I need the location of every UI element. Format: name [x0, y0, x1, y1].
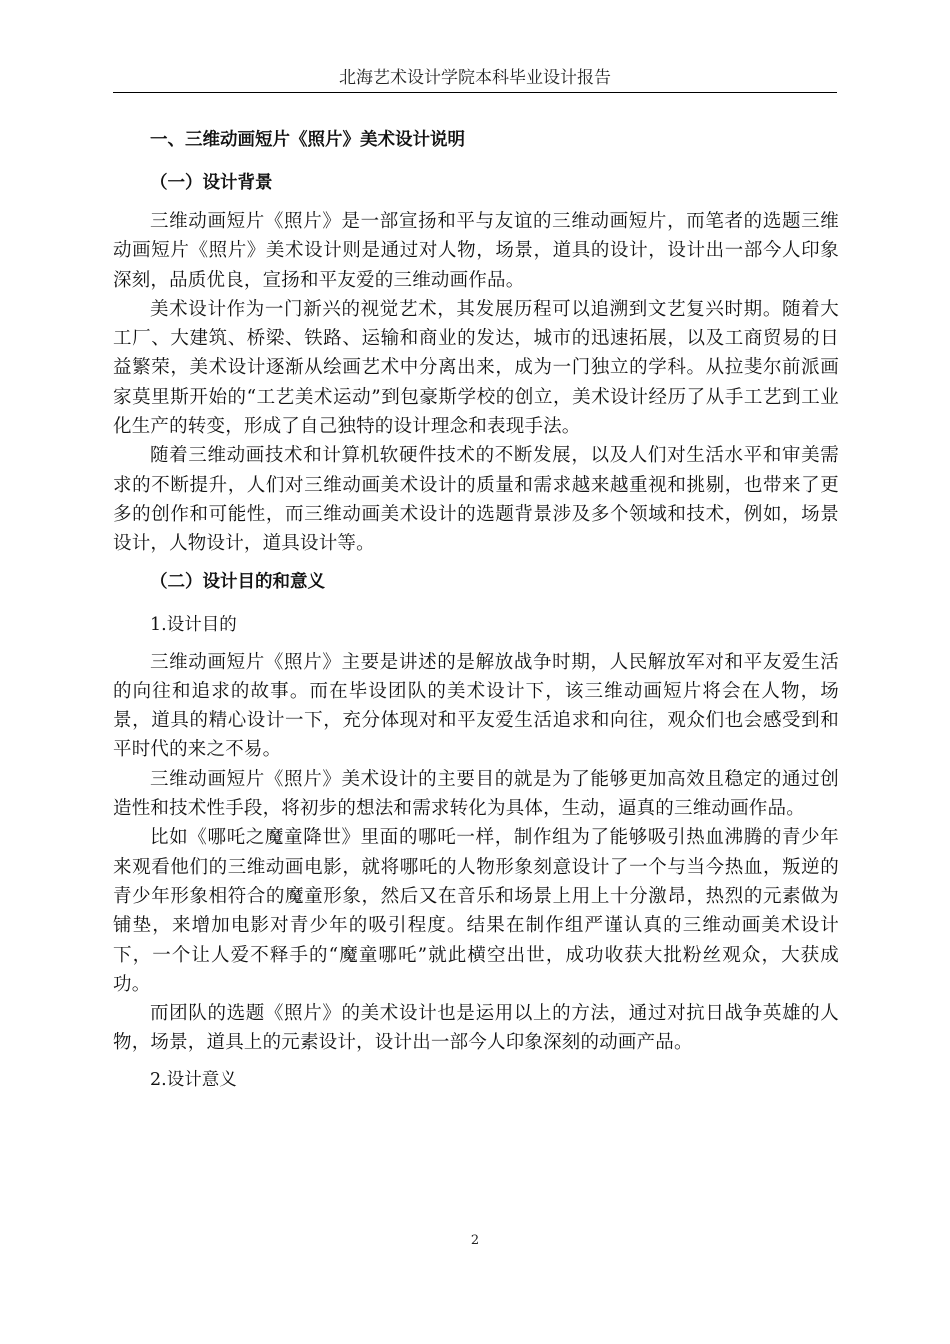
paragraph: 三维动画短片《照片》美术设计的主要目的就是为了能够更加高效且稳定的通过创造性和技术性手段，将初步的想法和需求转化为具体，生动，逼真的三维动画作品。 — [113, 768, 839, 820]
paragraph: 比如《哪吒之魔童降世》里面的哪吒一样，制作组为了能够吸引热血沸腾的青少年来观看他们的三维动画电影，就将哪吒的人物形象刻意设计了一个与当今热血，叛逆的青少年形象相符合的魔童形象，然后又在音乐和场景上用上十分激昂，热烈的元素做为铺垫，来增加电影对青少年的吸引程度。结果在制作组严谨认真的三维动画美术设计下，一个让人爱不释手的“魔童哪吒”就此横空出世，成功收获大批粉丝观众，大获成功。 — [113, 827, 839, 995]
subsection-heading-background: （一）设计背景 — [150, 173, 273, 193]
page-number: 2 — [470, 1233, 480, 1248]
paragraph: 三维动画短片《照片》主要是讲述的是解放战争时期，人民解放军对和平友爱生活的向往和追求的故事。而在毕设团队的美术设计下，该三维动画短片将会在人物，场景，道具的精心设计一下，充分体现对和平友爱生活追求和向往，观众们也会感受到和平时代的来之不易。 — [113, 651, 839, 761]
subsection-heading-purpose: （二）设计目的和意义 — [150, 571, 325, 592]
section-heading: 一、三维动画短片《照片》美术设计说明 — [150, 130, 465, 150]
header-divider — [113, 92, 837, 93]
document-body — [113, 121, 839, 1103]
page-header: 北海艺术设计学院本科毕业设计报告 — [339, 68, 611, 88]
item-heading-purpose: 1.设计目的 — [150, 614, 237, 635]
paragraph: 随着三维动画技术和计算机软硬件技术的不断发展，以及人们对生活水平和审美需求的不断提升，人们对三维动画美术设计的质量和需求越来越重视和挑剔，也带来了更多的创作和可能性，而三维动画美术设计的选题背景涉及多个领域和技术，例如，场景设计，人物设计，道具设计等。 — [113, 445, 839, 555]
paragraph: 而团队的选题《照片》的美术设计也是运用以上的方法，通过对抗日战争英雄的人物，场景，道具上的元素设计，设计出一部今人印象深刻的动画产品。 — [113, 1003, 839, 1054]
paragraph: 美术设计作为一门新兴的视觉艺术，其发展历程可以追溯到文艺复兴时期。随着大工厂、大建筑、桥梁、铁路、运输和商业的发达，城市的迅速拓展，以及工商贸易的日益繁荣，美术设计逐渐从绘画艺术中分离出来，成为一门独立的学科。从拉斐尔前派画家莫里斯开始的“工艺美术运动”到包豪斯学校的创立，美术设计经历了从手工艺到工业化生产的转变，形成了自己独特的设计理念和表现手法。 — [113, 298, 839, 438]
paragraph: 三维动画短片《照片》是一部宣扬和平与友谊的三维动画短片，而笔者的选题三维动画短片《照片》美术设计则是通过对人物，场景，道具的设计，设计出一部今人印象深刻，品质优良，宣扬和平友爱的三维动画作品。 — [113, 211, 839, 291]
item-heading-significance: 2.设计意义 — [150, 1069, 237, 1090]
